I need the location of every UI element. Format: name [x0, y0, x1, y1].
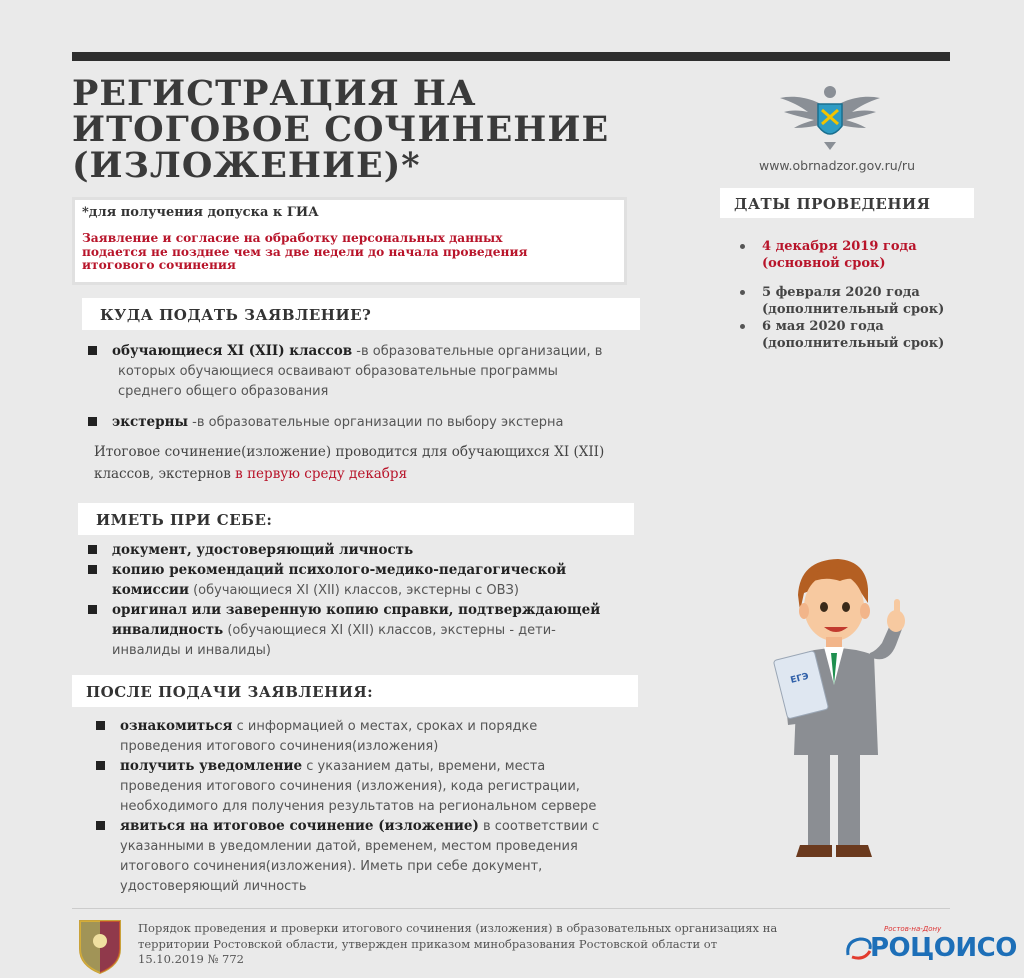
list-item — [88, 540, 648, 560]
para-line: Итоговое сочинение(изложение) проводится для обучающихся XI (XII) — [94, 444, 605, 460]
item-text: с информацией о местах, сроках и порядке — [232, 719, 538, 734]
item-bold: обучающиеся XI (XII) классов — [112, 343, 353, 359]
square-bullet-icon — [88, 605, 97, 614]
note-line: итогового сочинения — [82, 258, 236, 272]
para-text: классов, экстернов — [94, 466, 236, 482]
list-item — [96, 816, 656, 897]
list-item — [88, 600, 648, 661]
rocoiso-logo — [840, 925, 1015, 970]
item-text: с указанием даты, времени, места — [302, 759, 546, 774]
item-bold: оригинал или заверенную копию справки, подтверждающей — [112, 602, 601, 618]
website-url: www.obrnadzor.gov.ru/ru — [758, 158, 915, 173]
item-text: необходимого для получения результатов на региональном сервере — [120, 799, 597, 814]
item-text: указанными в уведомлении датой, временем, местом проведения — [120, 839, 578, 854]
date-line: (дополнительный срок) — [762, 302, 945, 317]
student-illustration — [770, 555, 920, 870]
item-text: среднего общего образования — [118, 384, 329, 399]
exam-badge: ЕГЭ — [789, 671, 810, 686]
note-admission: *для получения допуска к ГИА — [82, 205, 319, 220]
list-item — [96, 716, 656, 757]
item-bold: ознакомиться — [120, 718, 233, 734]
date-line: 5 февраля 2020 года — [762, 285, 920, 300]
logo-text: РОЦОИСО — [870, 933, 1017, 963]
item-bold: явиться на итоговое сочинение (изложение) — [120, 818, 479, 834]
item-text: удостоверяющий личность — [120, 879, 307, 894]
date-item — [740, 318, 970, 352]
item-bold: документ, удостоверяющий личность — [112, 542, 414, 558]
section-heading-where — [82, 298, 640, 330]
note-line: подается не позднее чем за две недели до начала проведения — [82, 244, 528, 259]
square-bullet-icon — [96, 721, 105, 730]
section-title: ИМЕТЬ ПРИ СЕБЕ: — [96, 511, 273, 529]
item-text: (обучающиеся XI (XII) классов, экстерны - дети- — [223, 623, 556, 638]
obrnadzor-emblem-icon — [778, 80, 882, 152]
top-rule — [72, 52, 950, 61]
item-bold: получить уведомление — [120, 758, 303, 774]
title-line: РЕГИСТРАЦИЯ НА — [72, 73, 477, 114]
item-text: проведения итогового сочинения (изложения), кода регистрации, — [120, 779, 580, 794]
footer-line: территории Ростовской области, утвержден приказом минобразования Ростовской области от — [138, 936, 718, 951]
bullet-icon — [740, 324, 745, 329]
item-text: инвалиды и инвалиды) — [112, 643, 271, 658]
footer-note — [138, 921, 818, 968]
item-bold: копию рекомендаций психолого-медико-педагогической — [112, 562, 567, 578]
list-item — [88, 560, 648, 601]
note-deadline — [82, 232, 622, 273]
title-line: (ИЗЛОЖЕНИЕ)* — [72, 145, 421, 186]
square-bullet-icon — [96, 821, 105, 830]
section-title: КУДА ПОДАТЬ ЗАЯВЛЕНИЕ? — [100, 306, 372, 324]
date-item — [740, 284, 970, 318]
item-bold: экстерны — [112, 414, 188, 430]
square-bullet-icon — [88, 346, 97, 355]
section-heading-after — [72, 675, 638, 707]
item-text: итогового сочинения(изложения). Иметь при себе документ, — [120, 859, 543, 874]
note-line: Заявление и согласие на обработку персональных данных — [82, 231, 503, 245]
bullet-icon — [740, 244, 745, 249]
dates-heading: ДАТЫ ПРОВЕДЕНИЯ — [734, 195, 931, 213]
date-line: (основной срок) — [762, 256, 886, 271]
item-bold: комиссии — [112, 582, 189, 598]
square-bullet-icon — [96, 761, 105, 770]
item-text: которых обучающиеся осваивают образовательные программы — [118, 364, 558, 379]
section-heading-bring — [78, 503, 634, 535]
date-line: (дополнительный срок) — [762, 336, 945, 351]
title-line: ИТОГОВОЕ СОЧИНЕНИЕ — [72, 109, 610, 150]
footer-line: 15.10.2019 № 772 — [138, 952, 244, 966]
list-item — [96, 756, 656, 817]
item-bold: инвалидность — [112, 622, 224, 638]
footer-line: Порядок проведения и проверки итогового сочинения (изложения) в образовательных организациях на — [138, 921, 778, 935]
where-paragraph — [94, 441, 654, 485]
list-item — [88, 412, 648, 433]
item-text: проведения итогового сочинения(изложения) — [120, 739, 439, 754]
bullet-icon — [740, 290, 745, 295]
item-text: -в образовательные организации по выбору экстерна — [188, 415, 564, 430]
page-title — [72, 73, 672, 186]
date-line: 6 мая 2020 года — [762, 319, 884, 334]
date-line: 4 декабря 2019 года — [762, 239, 917, 254]
footer-divider — [72, 908, 950, 909]
coat-of-arms-icon — [72, 915, 128, 975]
para-highlight: в первую среду декабря — [235, 466, 408, 482]
date-item — [740, 238, 970, 272]
square-bullet-icon — [88, 417, 97, 426]
list-item — [88, 341, 648, 402]
section-title: ПОСЛЕ ПОДАЧИ ЗАЯВЛЕНИЯ: — [86, 683, 374, 701]
item-text: (обучающиеся XI (XII) классов, экстерны с ОВЗ) — [188, 583, 519, 598]
square-bullet-icon — [88, 545, 97, 554]
square-bullet-icon — [88, 565, 97, 574]
item-text: -в образовательные организации, в — [352, 344, 603, 359]
logo-caption: Ростов-на-Дону — [884, 925, 942, 933]
item-text: в соответствии с — [478, 819, 600, 834]
dates-heading-box — [720, 188, 974, 218]
